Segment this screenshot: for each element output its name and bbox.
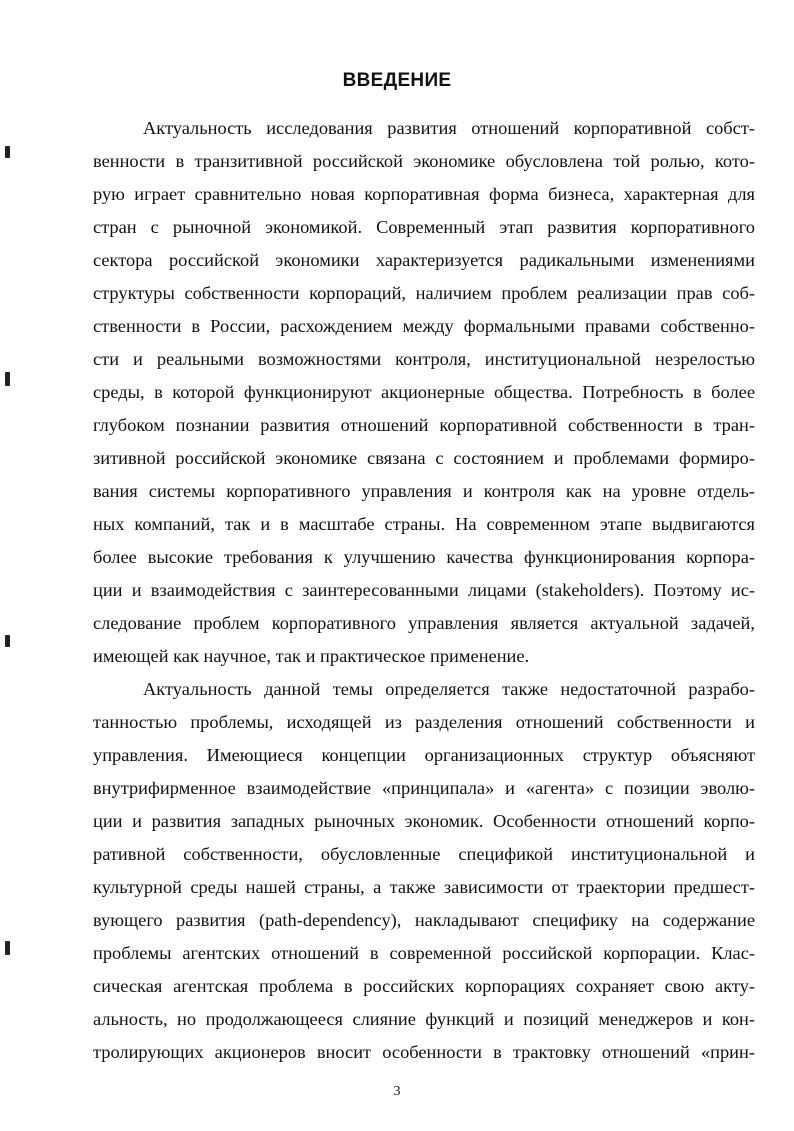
paragraph-line: тролирующих акционеров вносит особенности в трактовку отношений «прин- (93, 1042, 755, 1062)
paragraph-line: ных компаний, так и в масштабе страны. На современном этапе выдвигаются (93, 514, 755, 534)
paragraph-line: рую играет сравнительно новая корпоративная форма бизнеса, характерная для (93, 184, 755, 204)
binding-mark (5, 372, 10, 386)
paragraph-line: вания системы корпоративного управления и контроля как на уровне отдель- (93, 481, 755, 501)
paragraph-line: проблемы агентских отношений в современной российской корпорации. Клас- (93, 943, 755, 963)
paragraph-line: внутрифирменное взаимодействие «принципала» и «агента» с позиции эволю- (93, 778, 755, 798)
paragraph-line: глубоком познании развития отношений корпоративной собственности в тран- (93, 415, 755, 435)
paragraph-line: танностью проблемы, исходящей из разделения отношений собственности и (93, 712, 755, 732)
paragraph-line: венности в транзитивной российской экономике обусловлена той ролью, кото- (93, 151, 755, 171)
paragraph-line: сектора российской экономики характеризуется радикальными изменениями (93, 250, 755, 270)
paragraph-line: зитивной российской экономике связана с состоянием и проблемами формиро- (93, 448, 755, 468)
page-number: 3 (393, 1084, 401, 1099)
paragraph-line: более высокие требования к улучшению качества функционирования корпора- (93, 547, 755, 567)
paragraph-line: имеющей как научное, так и практическое применение. (93, 646, 530, 666)
paragraph-line: стран с рыночной экономикой. Современный этап развития корпоративного (93, 217, 755, 237)
paragraph-line: культурной среды нашей страны, а также зависимости от траектории предшест- (93, 877, 755, 897)
paragraph-line: ции и взаимодействия с заинтересованными лицами (stakeholders). Поэтому ис- (93, 580, 755, 600)
paragraph-line: следование проблем корпоративного управления является актуальной задачей, (93, 613, 755, 633)
paragraph-line: ции и развития западных рыночных экономик. Особенности отношений корпо- (93, 811, 755, 831)
page-title: ВВЕДЕНИЕ (342, 70, 452, 91)
binding-mark (5, 941, 10, 955)
paragraph-line: Актуальность данной темы определяется также недостаточной разрабо- (143, 679, 755, 699)
paragraph-line: ративной собственности, обусловленные спецификой институциональной и (93, 844, 755, 864)
paragraph-line: управления. Имеющиеся концепции организационных структур объясняют (93, 745, 755, 765)
paragraph-line: ственности в России, расхождением между формальными правами собственно- (93, 316, 755, 336)
paragraph-line: среды, в которой функционируют акционерные общества. Потребность в более (93, 382, 755, 402)
paragraph-line: вующего развития (path-dependency), накладывают специфику на содержание (93, 910, 755, 930)
paragraph-line: альность, но продолжающееся слияние функций и позиций менеджеров и кон- (93, 1009, 755, 1029)
paragraph-line: Актуальность исследования развития отношений корпоративной собст- (143, 118, 755, 138)
paragraph-line: сическая агентская проблема в российских корпорациях сохраняет свою акту- (93, 976, 755, 996)
paragraph-line: сти и реальными возможностями контроля, институциональной незрелостью (93, 349, 755, 369)
binding-mark (5, 146, 10, 158)
binding-mark (5, 635, 10, 647)
paragraph-line: структуры собственности корпораций, наличием проблем реализации прав соб- (93, 283, 755, 303)
